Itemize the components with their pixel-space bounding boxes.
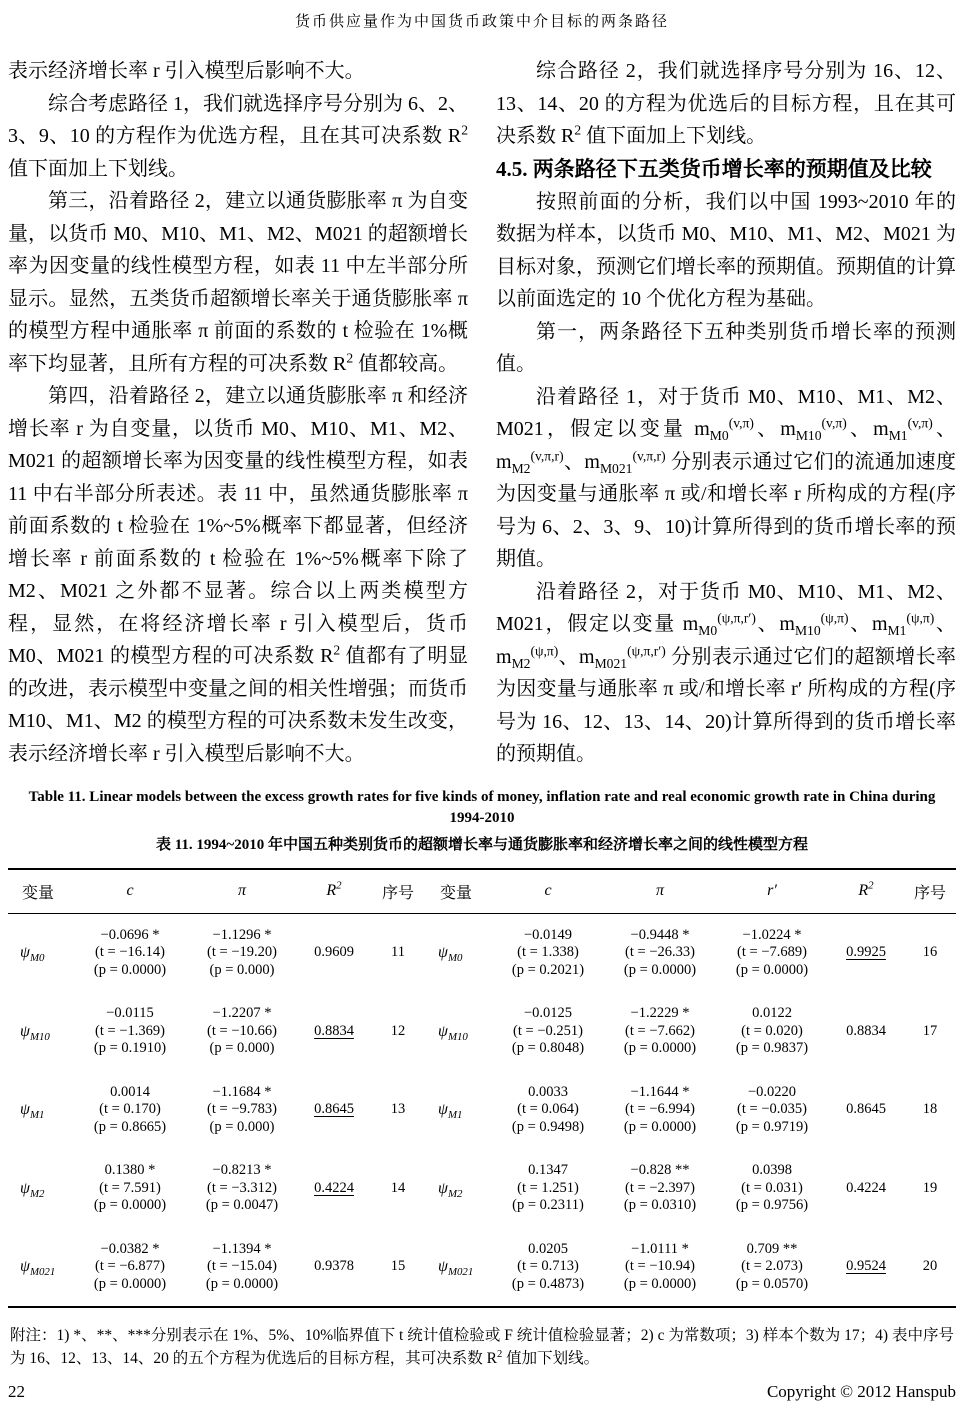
- header-c: c: [544, 882, 552, 899]
- inflation-coef-cell: −1.2207 * (t = −10.66) (p = 0.000): [207, 1005, 277, 1056]
- r-squared-cell: 0.8645: [314, 1101, 354, 1117]
- variable-cell: $\psi_{M2}$: [438, 1179, 463, 1200]
- variable-cell: $\psi_{M021}$: [20, 1258, 56, 1279]
- constant-cell: −0.0125 (t = −0.251) (p = 0.8048): [511, 1005, 585, 1056]
- equation-number-cell: 20: [922, 1258, 938, 1274]
- header-r-squared: $R^2$: [858, 879, 874, 899]
- header-pi: π: [237, 882, 246, 899]
- header-pi: π: [655, 882, 664, 899]
- table-caption-zh: 表 11. 1994~2010 年中国五种类别货币的超额增长率与通货膨胀率和经济增长率之间的线性模型方程: [156, 836, 808, 853]
- r-squared-cell: 0.9378: [314, 1258, 354, 1274]
- header-equation-number: 序号: [913, 884, 946, 902]
- constant-cell: −0.0382 * (t = −6.877) (p = 0.0000): [93, 1240, 167, 1292]
- table-row: [8, 913, 956, 992]
- equation-number-cell: 14: [390, 1179, 406, 1196]
- inflation-coef-cell: −1.0111 * (t = −10.94) (p = 0.0000): [623, 1240, 697, 1292]
- results-table: [8, 868, 956, 1309]
- paragraph: 按照前面的分析，我们以中国 1993~2010 年的数据为样本，以货币 M0、M10、M1、M2、M021 为目标对象，预测它们增长率的预期值。预期值的计算以前面选定的 10 个优化方程为基础。: [496, 190, 956, 310]
- table-footnote: 附注：1) *、**、***分别表示在 1%、5%、10%临界值下 t 统计值检验或 F 统计值检验显著；2) c 为常数项；3) 样本个数为 17；4) 表中序号为 16、12、13、14、20 的五个方程为优选后的目标方程，其可决系数 $R^2$ 值加下划线。: [10, 1327, 954, 1367]
- header-r-prime: r′: [767, 882, 777, 899]
- table-body: [8, 913, 956, 1307]
- inflation-coef-cell: −1.2229 * (t = −7.662) (p = 0.0000): [623, 1005, 697, 1056]
- page-number: 22: [8, 1382, 25, 1401]
- table-row: [8, 1071, 956, 1150]
- equation-number-cell: 15: [390, 1258, 406, 1274]
- inflation-coef-cell: −1.1296 * (t = −19.20) (p = 0.000): [207, 926, 277, 978]
- r-squared-cell: 0.8834: [846, 1022, 886, 1039]
- r-squared-cell: 0.8645: [846, 1101, 886, 1117]
- body-columns: [8, 55, 956, 771]
- r-squared-cell: 0.9524: [846, 1258, 886, 1274]
- equation-number-cell: 11: [391, 944, 405, 960]
- equation-number-cell: 16: [922, 944, 938, 960]
- variable-cell: $\psi_{M1}$: [438, 1101, 463, 1122]
- growth-coef-cell: 0.709 ** (t = 2.073) (p = 0.0570): [735, 1240, 809, 1292]
- variable-cell: $\psi_{M0}$: [20, 944, 45, 965]
- paragraph: 表示经济增长率 r 引入模型后影响不大。: [8, 60, 365, 82]
- page-footer: [8, 1382, 956, 1402]
- paragraph: 沿着路径 1，对于货币 M0、M10、M1、M2、M021，假定以变量 $m_{M0}^{(v,\pi)}$、$m_{M10}^{(v,\pi)}$、$m_{M1}^{(v,\pi)}$、$m_{M2}^{(v,\pi,r)}$、$m_{M021}^{(v,\pi,r)}$ 分别表示通过它们的流通加速度为因变量与通胀率 π 或/和增长率 r 所构成的方程(序号为 6、2、3、9、10)计算所得到的货币增长率的预期值。: [496, 385, 957, 570]
- right-column: [496, 55, 956, 771]
- growth-coef-cell: −1.0224 * (t = −7.689) (p = 0.0000): [735, 926, 809, 978]
- inflation-coef-cell: −1.1684 * (t = −9.783) (p = 0.000): [207, 1083, 277, 1135]
- header-r-squared: $R^2$: [326, 879, 342, 899]
- page-header: [8, 8, 956, 31]
- paragraph: 第一，两条路径下五种类别货币增长率的预测值。: [496, 320, 956, 375]
- r-squared-cell: 0.4224: [314, 1179, 354, 1196]
- constant-cell: 0.0014 (t = 0.170) (p = 0.8665): [93, 1083, 167, 1135]
- table-captions: [8, 787, 956, 856]
- variable-cell: $\psi_{M0}$: [438, 944, 463, 965]
- constant-cell: −0.0115 (t = −1.369) (p = 0.1910): [93, 1005, 167, 1056]
- table-caption-en: Table 11. Linear models between the excess growth rates for five kinds of money, inflation rate and real economic growth rate in China during 1994-2010: [28, 788, 936, 826]
- running-title: 货币供应量作为中国货币政策中介目标的两条路径: [294, 14, 669, 30]
- constant-cell: −0.0149 (t = 1.338) (p = 0.2021): [511, 926, 585, 978]
- equation-number-cell: 18: [922, 1101, 938, 1117]
- inflation-coef-cell: −1.1644 * (t = −6.994) (p = 0.0000): [623, 1083, 697, 1135]
- variable-cell: $\psi_{M10}$: [438, 1022, 468, 1043]
- constant-cell: −0.0696 * (t = −16.14) (p = 0.0000): [93, 926, 167, 978]
- inflation-coef-cell: −0.828 ** (t = −2.397) (p = 0.0310): [623, 1162, 697, 1213]
- paragraph: 沿着路径 2，对于货币 M0、M10、M1、M2、M021，假定以变量 $m_{M0}^{(\psi,\pi,r')}$、$m_{M10}^{(\psi,\pi)}$、$m_{M1}^{(\psi,\pi)}$、$m_{M2}^{(\psi,\pi)}$、$m_{M021}^{(\psi,\pi,r')}$ 分别表示通过它们的超额增长率为因变量与通胀率 π 或/和增长率 r′ 所构成的方程(序号为 16、12、13、14、20)计算所得到的货币增长率的预期值。: [496, 580, 957, 765]
- inflation-coef-cell: −0.9448 * (t = −26.33) (p = 0.0000): [623, 926, 697, 978]
- table-row: [8, 1228, 956, 1308]
- section-heading: 4.5. 两条路径下五类货币增长率的预期值及比较: [496, 156, 932, 181]
- equation-number-cell: 19: [922, 1179, 938, 1196]
- r-squared-cell: 0.9925: [846, 944, 886, 960]
- growth-coef-cell: 0.0122 (t = 0.020) (p = 0.9837): [735, 1005, 809, 1056]
- table-row: [8, 992, 956, 1071]
- inflation-coef-cell: −1.1394 * (t = −15.04) (p = 0.0000): [205, 1240, 279, 1292]
- growth-coef-cell: 0.0398 (t = 0.031) (p = 0.9756): [735, 1162, 809, 1213]
- table-header-row: [8, 869, 956, 914]
- left-column: [8, 55, 468, 771]
- paragraph: 第三，沿着路径 2，建立以通货膨胀率 π 为自变量，以货币 M0、M10、M1、M2、M021 的超额增长率为因变量的线性模型方程，如表 11 中左半部分所显示。显然，五类货币超额增长率关于通货膨胀率 π 的模型方程中通胀率 π 前面的系数的 t 检验在 1%概率下均显著，且所有方程的可决系数 $R^2$ 值都较高。: [8, 190, 468, 375]
- variable-cell: $\psi_{M021}$: [438, 1258, 474, 1279]
- variable-cell: $\psi_{M10}$: [20, 1022, 50, 1043]
- header-equation-number: 序号: [381, 884, 414, 902]
- table-row: [8, 1149, 956, 1228]
- constant-cell: 0.0033 (t = 0.064) (p = 0.9498): [511, 1083, 585, 1135]
- constant-cell: 0.1380 * (t = 7.591) (p = 0.0000): [93, 1162, 167, 1213]
- equation-number-cell: 12: [390, 1022, 406, 1039]
- header-variable: 变量: [440, 884, 473, 902]
- paragraph: 综合路径 2，我们就选择序号分别为 16、12、13、14、20 的方程为优选后的目标方程，且在其可决系数 $R^2$ 值下面加上下划线。: [496, 60, 956, 147]
- paragraph: 综合考虑路径 1，我们就选择序号分别为 6、2、3、9、10 的方程作为优选方程，且在其可决系数 $R^2$ 值下面加上下划线。: [8, 92, 468, 180]
- equation-number-cell: 13: [390, 1101, 406, 1117]
- constant-cell: 0.1347 (t = 1.251) (p = 0.2311): [512, 1162, 584, 1213]
- constant-cell: 0.0205 (t = 0.713) (p = 0.4873): [511, 1240, 585, 1292]
- equation-number-cell: 17: [922, 1022, 938, 1039]
- header-variable: 变量: [22, 884, 55, 902]
- growth-coef-cell: −0.0220 (t = −0.035) (p = 0.9719): [735, 1083, 809, 1135]
- header-c: c: [126, 882, 134, 899]
- copyright-notice: Copyright © 2012 Hanspub: [766, 1382, 956, 1401]
- variable-cell: $\psi_{M1}$: [20, 1101, 45, 1122]
- inflation-coef-cell: −0.8213 * (t = −3.312) (p = 0.0047): [205, 1162, 279, 1213]
- r-squared-cell: 0.9609: [314, 944, 354, 960]
- r-squared-cell: 0.8834: [314, 1022, 354, 1039]
- variable-cell: $\psi_{M2}$: [20, 1179, 45, 1200]
- r-squared-cell: 0.4224: [846, 1179, 886, 1196]
- paragraph: 第四，沿着路径 2，建立以通货膨胀率 π 和经济增长率 r 为自变量，以货币 M0、M10、M1、M2、M021 的超额增长率为因变量的线性模型方程，如表 11 中右半部分所表述。表 11 中，虽然通货膨胀率 π 前面系数的 t 检验在 1%~5%概率下都显著，但经济增长率 r 前面系数的 t 检验在 1%~5%概率下除了 M2、M021 之外都不显著。综合以上两类模型方程，显然，在将经济增长率 r 引入模型后，货币 M0、M021 的模型方程的可决系数 $R^2$ 值都有了明显的改进，表示模型中变量之间的相关性增强；而货币 M10、M1、M2 的模型方程的可决系数未发生改变，表示经济增长率 r 引入模型后影响不大。: [8, 385, 469, 765]
